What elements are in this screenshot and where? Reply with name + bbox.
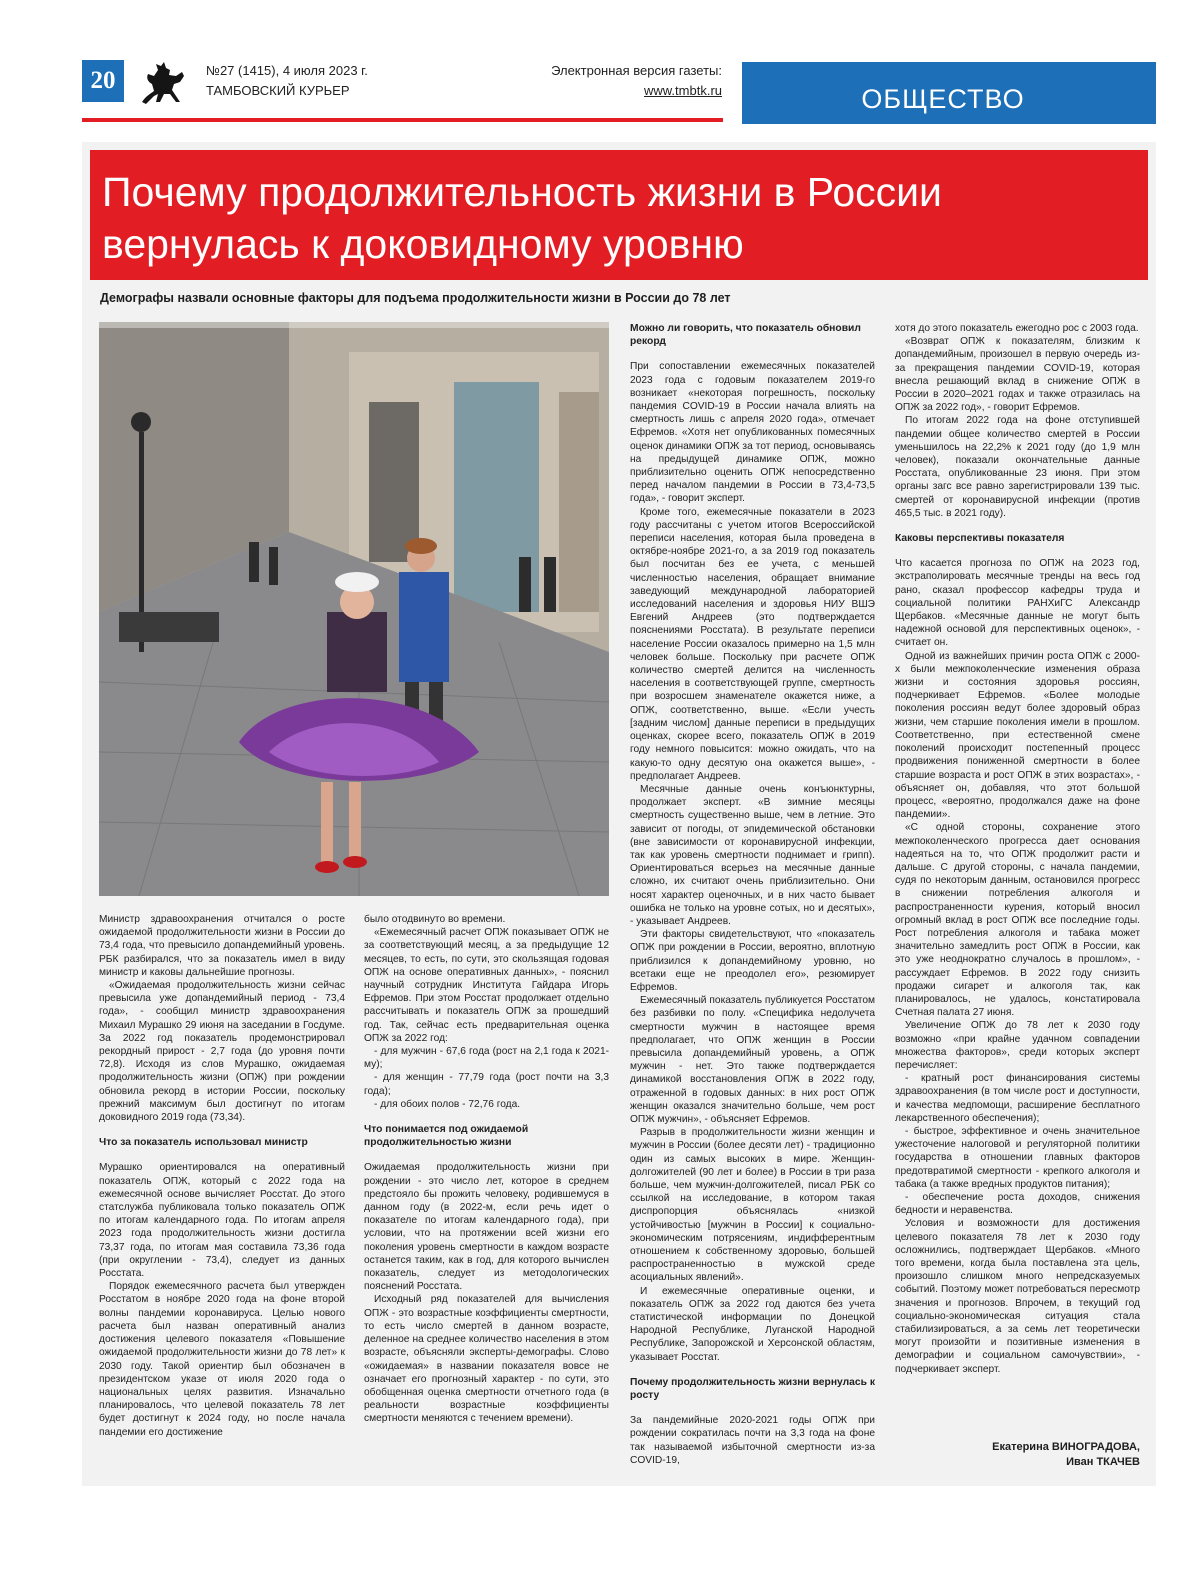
paragraph: Что касается прогноза по ОПЖ на 2023 год, экстраполировать месячные тренды на весь год рано, сказал профессор кафедры труда и социальной политики РАНХиГС Александр Щербаков. «Месячные данные не могут быть надежной основой для перспективных оценок», - считает он. <box>895 558 1140 649</box>
article-column-2 <box>364 913 609 1426</box>
list-item: - кратный рост финансирования системы здравоохранения (в том числе рост и доступности, и качества медпомощи, расширение бесплатного лекарственного обеспечения); <box>895 1073 1140 1124</box>
paragraph: Исходный ряд показателей для вычисления ОПЖ - это возрастные коэффициенты смертности, то есть число смертей в данном возрасте, деленное на среднее количество населения в этом возрасте, объясняли эксперты-демографы. Слово «ожидаемая» в названии показателя вовсе не означает его прогнозный характер - по сути, это обобщенная оценка смертности отчетного года (в реальности возрастные коэффициенты смертности меняются с течением времени). <box>364 1294 609 1425</box>
section-rubric: ОБЩЕСТВО <box>742 62 1156 124</box>
paragraph: «Ожидаемая продолжительность жизни сейчас превысила уже допандемийный период - 73,4 года», - сообщил министр здравоохранения Михаил Мурашко 29 июня на заседании в Госдуме. За 2022 год показатель продемонстрировал рекордный прирост - 2,7 года (до уровня почти 72,8). Исходя из слов Мурашко, ожидаемая продолжительность жизни (ОПЖ) при рождении обновила рекорд в истории России, поскольку прежний максимум был достигнут по итогам доковидного 2019 года (73,34). <box>99 980 345 1124</box>
article-column-4 <box>895 322 1140 1376</box>
paragraph: Кроме того, ежемесячные показатели в 2023 году рассчитаны с учетом итогов Всероссийской переписи населения, которая была проведена в октябре-ноябре 2021-го, а за 2019 год показатель был посчитан без ее учета, с меньшей численностью населения, обращает внимание заведующий международной лабораторией исследований населения и здоровья НИУ ВШЭ Евгений Андреев (это подтверждается пояснениями Росстата). В результате переписи население России оказалось примерно на 1,5 млн человек больше. Поскольку при расчете ОПЖ количество смертей делится на численность населения в соответствующей группе, смертность при возросшем знаменателе окажется ниже, а ОПЖ, соответственно, выше. «Если учесть [задним числом] данные переписи в предыдущих оценках, скорее всего, показатель ОПЖ в 2019 году немного повысится: можно ожидать, что на какую-то одну десятую она окажется выше», - предполагает Андреев. <box>630 506 875 782</box>
ev-label: Электронная версия газеты: <box>551 63 722 78</box>
paragraph: было отодвинуто во времени. <box>364 914 506 925</box>
paragraph: Месячные данные очень конъюнктурны, продолжает эксперт. «В зимние месяцы смертность существенно выше, чем в летние. Это зависит от погоды, от эпидемической обстановки (вне зависимости от коронавирусной инфекции, так как уровень смертности поднимает и грипп). Ориентироваться всерьез на месячные данные сложно, их считают очень приблизительно. Они носят характер оценочных, и в них часто бывает ошибка не только на уровне сотых, но и десятых», - указывает Андреев. <box>630 783 875 927</box>
paragraph: Ежемесячный показатель публикуется Росстатом без разбивки по полу. «Специфика недолучета смертности мужчин в настоящее время предполагает, что ОПЖ женщин в России превысила допандемийный уровень, а ОПЖ мужчин - нет. Это также подтверждается динамикой восстановления ОПЖ в 2022 году, отраженной в годовых данных: в них рост ОПЖ женщин оказался значительно больше, чем рост ОПЖ мужчин», - объясняет Ефремов. <box>630 995 875 1125</box>
paragraph: И ежемесячные оперативные оценки, и показатель ОПЖ за 2022 год даются без учета статистической информации по Донецкой Народной Республике, Луганской Народной Республике, Запорожской и Херсонской областям, указывает Росстат. <box>630 1285 875 1363</box>
issue-info <box>206 61 368 101</box>
paragraph: Мурашко ориентировался на оперативный показатель ОПЖ, который с 2022 года на ежемесячной основе вычисляет Росстат. До этого статслужба публиковала только показатель ОПЖ по итогам календарного года. По итогам апреля 2023 года продолжительность жизни достигла 73,37 года, по итогам мая составила 73,36 года (при округлении - 73,4), следует из данных Росстата. <box>99 1162 345 1280</box>
subheading: Что за показатель использовал министр <box>99 1137 308 1149</box>
subheading: Почему продолжительность жизни вернулась к росту <box>630 1376 875 1402</box>
website-link[interactable]: www.tmbtk.ru <box>643 83 722 98</box>
paragraph: Условия и возможности для достижения целевого показателя 78 лет к 2030 году осложнились, подтверждает Щербаков. «Много того времени, когда была поставлена эта цель, произошло слишком много непредсказуемых событий. Поэтому может потребоваться пересмотр значения и прогнозов. Впрочем, в текущий год социально-экономическая ситуация стала стабилизироваться, а за семь лет теоретически могут произойти и позитивные изменения в демографии и социальном самочувствии», - подчеркивает эксперт. <box>895 1218 1140 1375</box>
list-item: - обеспечение роста доходов, снижения бедности и неравенства. <box>895 1192 1140 1217</box>
list-item: - для обоих полов - 72,76 года. <box>374 1098 521 1110</box>
paragraph: За пандемийные 2020-2021 годы ОПЖ при рождении сократилась почти на 3,3 года на фоне так называемой избыточной смертности из-за COVID-19, <box>630 1415 875 1466</box>
paragraph: Одной из важнейших причин роста ОПЖ с 2000-х были межпоколенческие изменения образа жизни и состояния здоровья россиян, подчеркивает Ефремов. «Более молодые поколения россиян ведут более здоровый образ жизни, чем старшие поколения имели в прошлом. Соответственно, при естественной смене поколений происходит постепенный процесс продвижения пониженной смертности в более старшие возраста и рост ОПЖ в этих возрастах», - объясняет он, добавляя, что этот большой процесс, «вероятно, продолжался даже на фоне пандемии». <box>895 650 1140 821</box>
issue-number: №27 (1415), 4 июля 2023 г. <box>206 63 368 78</box>
paragraph: хотя до этого показатель ежегодно рос с 2003 года. <box>895 323 1139 334</box>
paragraph: Ожидаемая продолжительность жизни при рождении - это число лет, которое в среднем предстояло бы прожить человеку, родившемуся в данном году (в 2022-м, если речь идет о показателе по итогам календарного года), при условии, что на протяжении всей жизни его поколения уровень смертности в каждом возрасте останется таким, как в год, для которого вычислен показатель, следует из методологических пояснений Росстата. <box>364 1162 609 1293</box>
article-column-3 <box>630 322 875 1467</box>
newspaper-name: ТАМБОВСКИЙ КУРЬЕР <box>206 83 350 98</box>
headline: Почему продолжительность жизни в России вернулась к доковидному уровню <box>90 150 1148 280</box>
horse-rider-icon <box>136 58 190 108</box>
lead-text: Демографы назвали основные факторы для подъема продолжительности жизни в России до 78 лет <box>100 291 731 305</box>
page-number: 20 <box>82 60 124 102</box>
paragraph: «Возврат ОПЖ к показателям, близким к допандемийным, произошел в первую очередь из-за прекращения пандемии COVID-19, которая внесла решающий вклад в снижение ОПЖ в России в 2020–2021 годах и также отразилась на ОПЖ за 2022 год», - говорит Ефремов. <box>895 336 1140 414</box>
electronic-version <box>470 61 722 101</box>
paragraph: По итогам 2022 года на фоне отступившей пандемии общее количество смертей в России уменьшилось на 22,2% к 2021 году (до 1,9 млн человек), показали окончательные данные Росстата, опубликованные 23 июня. При этом органы загс все равно зарегистрировали 139 тыс. смертей от коронавирусной инфекции (против 465,5 тыс. в 2021 году). <box>895 415 1140 519</box>
subheading: Можно ли говорить, что показатель обновил рекорд <box>630 323 861 348</box>
list-item: - для мужчин - 67,6 года (рост на 2,1 года к 2021-му); <box>364 1046 609 1071</box>
author-name: Екатерина ВИНОГРАДОВА, <box>992 1441 1140 1453</box>
subheading: Что понимается под ожидаемой продолжительностью жизни <box>364 1124 529 1149</box>
paragraph: «Ежемесячный расчет ОПЖ показывает ОПЖ не за соответствующий месяц, а за предыдущие 12 месяцев, то есть, по сути, это скользящая годовая ОПЖ на основе оперативных данных», - пояснил научный сотрудник Института Гайдара Игорь Ефремов. При этом Росстат продолжает отдельно рассчитывать и показатель ОПЖ за прошедший год. Так, сейчас есть предварительная оценка ОПЖ за 2022 год: <box>364 927 609 1044</box>
author-signature <box>900 1440 1140 1470</box>
article-column-1 <box>99 913 345 1439</box>
paragraph: При сопоставлении ежемесячных показателей 2023 года с годовым показателем 2019-го возникает «некоторая погрешность, поскольку пандемия COVID-19 в России начала влиять на смертность лишь с апреля 2020 года», отмечает Ефремов. «Хотя нет опубликованных помесячных оценок динамики ОПЖ за тот период, основываясь на предыдущей динамике ОПЖ, можно приблизительно оценить ОПЖ непосредственно перед началом пандемии в России в 73,4-73,5 года», - говорит эксперт. <box>630 361 875 505</box>
street-dance-photo <box>99 322 609 896</box>
subheading: Каковы перспективы показателя <box>895 533 1065 545</box>
paragraph: Порядок ежемесячного расчета был утвержден Росстатом в ноябре 2020 года на фоне второй волны пандемии коронавируса. Целью нового расчета был назван оперативный анализ достижения целевого показателя «Повышение ожидаемой продолжительности жизни до 78 лет» к 2030 году. Такой ориентир был обозначен в президентском указе от июля 2020 года о национальных целях развития. Изначально планировалось, что целевой показатель 78 лет будет достигнут к 2024 году, но после начала пандемии его достижение <box>99 1281 345 1438</box>
list-item: - быстрое, эффективное и очень значительное ужесточение налоговой и регуляторной политики государства в отношении главных факторов предотвратимой смертности - крепкого алкоголя и табака (а также вредных продуктов питания); <box>895 1125 1140 1190</box>
list-item: - для женщин - 77,79 года (рост почти на 3,3 года); <box>364 1072 609 1097</box>
paragraph: Министр здравоохранения отчитался о росте ожидаемой продолжительности жизни в России до 73,4 года, что превысило допандемийный уровень. РБК разбирался, что за показатель имел в виду министр и каковы дальнейшие прогнозы. <box>99 914 345 978</box>
header-divider <box>82 118 723 122</box>
paragraph: Увеличение ОПЖ до 78 лет к 2030 году возможно «при крайне удачном совпадении множества факторов», среди которых эксперт перечисляет: <box>895 1020 1140 1071</box>
author-name: Иван ТКАЧЕВ <box>1066 1456 1140 1468</box>
paragraph: «С одной стороны, сохранение этого межпоколенческого прогресса дает основания надеяться на то, что ОПЖ продолжит расти и дальше. С другой стороны, с начала пандемии, судя по некоторым данным, остановился прогресс в снижении потребления алкоголя и распространенности курения, который вносил огромный вклад в рост ОПЖ все последние годы. Рост потребления алкоголя и табака может значительно замедлить рост ОПЖ в России, как это уже неоднократно случалось в прошлом», - рассуждает Ефремов. В 2022 году снизить продажи сигарет и алкоголя так, как планировалось, не удалось, констатировала Счетная палата 27 июня. <box>895 822 1140 1019</box>
paragraph: Эти факторы свидетельствуют, что «показатель ОПЖ при рождении в России, вероятно, вплотную приблизился к допандемийному уровню, но всетаки еще не преодолел его», резюмирует Ефремов. <box>630 929 875 993</box>
paragraph: Разрыв в продолжительности жизни женщин и мужчин в России (более десяти лет) - традиционно один из самых высоких в мире. Женщин-долгожителей (90 лет и более) в России в три раза больше, чем мужчин-долгожителей, писал РБК со ссылкой на исследование, в котором такая диспропорция объяснялась «низкой устойчивостью [мужчин в России] к социально-экономическим потрясениям, индифферентным отношением к собственному здоровью, большей распространенностью в мужской среде асоциальных явлений». <box>630 1127 875 1284</box>
